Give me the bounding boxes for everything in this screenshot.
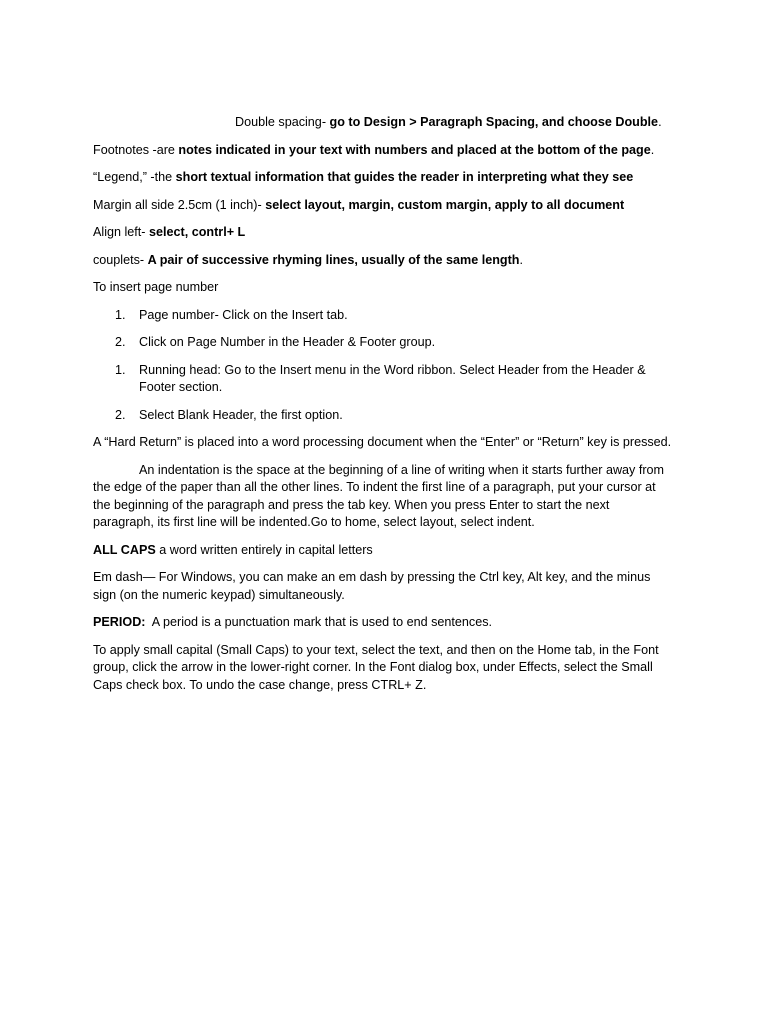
page-number-steps — [93, 307, 672, 352]
list-item-number: 1. — [115, 307, 126, 322]
period-definition: A period is a punctuation mark that is used to end sentences. — [145, 615, 493, 629]
footnotes-definition: notes indicated in your text with numbers and placed at the bottom of the page — [178, 142, 651, 157]
legend-definition: short textual information that guides the reader in interpreting what they see — [175, 170, 634, 184]
couplets-tail: . — [519, 252, 523, 267]
list-item-number: 2. — [115, 335, 126, 349]
hard-return-note: A “Hard Return” is placed into a word processing document when the “Enter” or “Return” key is pressed. — [93, 435, 672, 449]
list-item-number: 1. — [115, 362, 126, 377]
margin-instruction: select layout, margin, custom margin, apply to all document — [265, 197, 625, 212]
all-caps-term: ALL CAPS — [93, 542, 156, 557]
couplets-definition: A pair of successive rhyming lines, usually of the same length — [147, 252, 520, 267]
page-number-heading: To insert page number — [93, 280, 219, 294]
running-head-steps — [93, 362, 672, 425]
list-item — [93, 307, 672, 325]
list-item-text: Page number- Click on the Insert tab. — [139, 307, 348, 322]
all-caps-note — [93, 542, 672, 560]
list-item — [93, 407, 672, 425]
indentation-note: An indentation is the space at the beginning of a line of writing when it starts further away from the edge of the paper than all the other lines. To indent the first line of a paragraph, put your cursor at the beginning of the paragraph and press the tab key. When you press Enter to start the next paragraph, its first line will be indented.Go to home, select layout, select indent. — [93, 462, 665, 529]
list-item — [93, 362, 672, 397]
margin-note — [93, 197, 672, 215]
list-item-number: 2. — [115, 407, 126, 422]
small-caps-note: To apply small capital (Small Caps) to your text, select the text, and then on the Home tab, in the Font group, click the arrow in the lower-right corner. In the Font dialog box, under Effects, select the Small Caps check box. To undo the case change, press CTRL+ Z. — [93, 642, 659, 692]
align-left-label: Align left- — [93, 225, 146, 239]
list-item-text: Click on Page Number in the Header & Footer group. — [139, 335, 436, 349]
period-term: PERIOD: — [93, 615, 146, 629]
all-caps-definition: a word written entirely in capital letters — [155, 542, 373, 557]
footnotes-tail: . — [650, 142, 655, 157]
em-dash-note: Em dash— For Windows, you can make an em dash by pressing the Ctrl key, Alt key, and the minus sign (on the numeric keypad) simultaneously. — [93, 570, 651, 602]
list-item — [93, 334, 672, 352]
double-spacing-tail: . — [658, 115, 662, 129]
footnotes-label: Footnotes -are — [93, 142, 175, 157]
align-left-instruction: select, contrl+ L — [149, 225, 246, 239]
couplets-note — [93, 252, 672, 270]
footnotes-note — [93, 142, 672, 160]
period-note — [93, 614, 672, 632]
margin-label: Margin all side 2.5cm (1 inch)- — [93, 197, 262, 212]
legend-note — [93, 169, 672, 187]
double-spacing-note — [93, 114, 672, 132]
legend-label: “Legend,” -the — [93, 170, 173, 184]
couplets-label: couplets- — [93, 252, 145, 267]
list-item-text: Running head: Go to the Insert menu in the Word ribbon. Select Header from the Header & Footer section. — [139, 362, 646, 394]
align-left-note — [93, 224, 672, 242]
double-spacing-instruction: go to Design > Paragraph Spacing, and choose Double — [329, 115, 659, 129]
list-item-text: Select Blank Header, the first option. — [139, 407, 343, 422]
double-spacing-label: Double spacing- — [235, 115, 327, 129]
